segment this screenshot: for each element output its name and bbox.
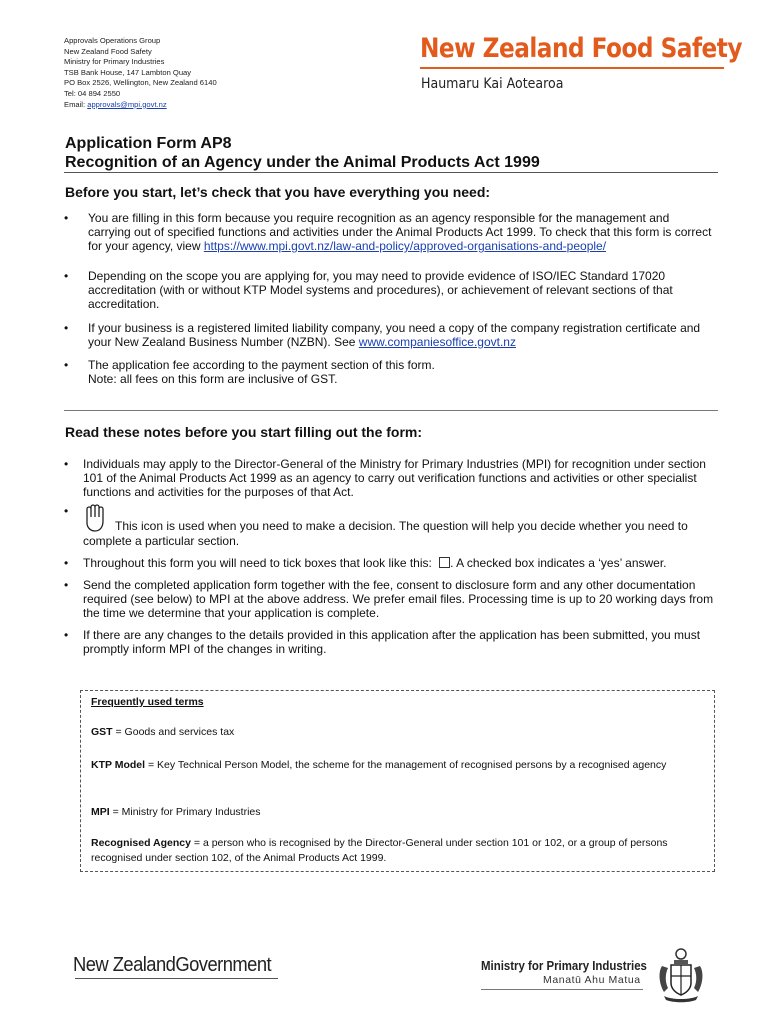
brand-subtitle: Haumaru Kai Aotearoa <box>421 76 564 92</box>
address-line: Tel: 04 894 2550 <box>64 88 121 98</box>
title-divider <box>64 172 718 173</box>
term-name: GST <box>91 726 113 738</box>
list-item-text: Send the completed application form together with the fee, consent to disclosure form and any other documentation required (see below) to MPI at the above address. We prefer email files. Processing time is up to 20 working days from the time we determine that your application is complete. <box>83 578 714 620</box>
term-name: KTP Model <box>91 759 146 771</box>
list-item <box>64 269 714 311</box>
approved-organisations-link[interactable]: https://www.mpi.govt.nz/law-and-policy/approved-organisations-and-people/ <box>203 239 607 253</box>
address-line: Approvals Operations Group <box>64 36 161 45</box>
checkbox-icon <box>439 557 450 568</box>
term-definition: = a person who is recognised by the Director-General under section 101 or 102, or a group of persons recognised under section 102, of the Animal Products Act 1999. <box>91 837 668 864</box>
checklist <box>64 211 714 386</box>
brand-title: New Zealand Food Safety <box>420 33 742 64</box>
form-title-line2: Recognition of an Agency under the Animal Products Act 1999 <box>65 154 540 171</box>
terms-heading: Frequently used terms <box>91 696 204 708</box>
list-item-text: • The application fee according to the payment section of this form. <box>88 358 435 372</box>
mpi-logo-subtitle: Manatū Ahu Matua <box>543 974 641 986</box>
list-item-text: If there are any changes to the details provided in this application after the application has been submitted, you must promptly inform MPI of the changes in writing. <box>83 628 701 656</box>
nz-coat-of-arms-icon <box>652 946 710 1004</box>
term-name: MPI <box>91 806 110 818</box>
term-item <box>91 725 701 740</box>
form-title <box>65 134 540 172</box>
list-item <box>64 578 718 620</box>
form-title-line1: Application Form AP8 <box>65 135 232 152</box>
email-link[interactable]: approvals@mpi.govt.nz <box>87 99 167 109</box>
section-heading-checklist: Before you start, let’s check that you have everything you need: <box>65 184 491 200</box>
list-item-text: If your business is a registered limited liability company, you need a copy of the company registration certificate and your New Zealand Business Number (NZBN). See <box>88 321 701 349</box>
list-item-text: . A checked box indicates a ‘yes’ answer. <box>450 556 667 570</box>
list-item-text: You are filling in this form because you require recognition as an agency responsible for the management and carrying out of specified functions and activities under the Animal Products Act 1999. To check that this form is correct for your agency, view <box>88 211 712 253</box>
list-item <box>64 504 718 548</box>
brand-divider <box>420 67 724 69</box>
list-item <box>64 358 714 386</box>
notes-list <box>64 457 718 656</box>
nz-government-logo-part2: Government <box>175 954 272 976</box>
term-definition: = Ministry for Primary Industries <box>109 806 261 818</box>
section-divider <box>64 410 718 411</box>
list-item <box>64 321 714 349</box>
list-item-note: Note: all fees on this form are inclusive of GST. <box>88 372 338 386</box>
mpi-logo-divider <box>481 989 643 990</box>
nz-government-underline <box>75 978 278 979</box>
frequently-used-terms-box <box>80 690 715 872</box>
mpi-logo-title: Ministry for Primary Industries <box>481 958 647 973</box>
address-line: Ministry for Primary Industries <box>64 57 165 67</box>
term-definition: = Goods and services tax <box>112 726 235 738</box>
term-name: Recognised Agency <box>91 837 191 849</box>
list-item-text: Throughout this form you will need to tick boxes that look like this: <box>83 556 436 570</box>
list-item-text: This icon is used when you need to make a decision. The question will help you decide whether you need to complete a particular section. <box>83 519 688 548</box>
term-item <box>91 836 701 866</box>
email-label: Email: <box>64 99 88 109</box>
nz-government-logo <box>73 954 271 977</box>
address-line: PO Box 2526, Wellington, New Zealand 6140 <box>64 78 217 88</box>
list-item <box>64 211 714 253</box>
term-definition: = Key Technical Person Model, the scheme for the management of recognised persons by a recognised agency <box>145 759 667 771</box>
list-item <box>64 457 718 499</box>
address-line: New Zealand Food Safety <box>64 46 152 56</box>
hand-icon <box>83 504 109 534</box>
term-item <box>91 758 701 773</box>
address-block <box>64 36 217 110</box>
list-item-text: Individuals may apply to the Director-General of the Ministry for Primary Industries (MPI) for recognition under section 101 of the Animal Products Act 1999 as an agency to carry out verification functions and activities or other specialist functions and activities for the purposes of that Act. <box>83 457 706 499</box>
section-heading-notes: Read these notes before you start filling out the form: <box>65 424 423 440</box>
list-item <box>64 628 718 656</box>
email-line <box>64 100 217 111</box>
nz-government-logo-part1: New Zealand <box>73 954 176 976</box>
companies-office-link[interactable]: www.companiesoffice.govt.nz <box>358 335 516 349</box>
list-item-text: Depending on the scope you are applying for, you may need to provide evidence of ISO/IEC Standard 17020 accreditation (with or without KTP Model systems and procedures), or achievement of relevant sections of that accreditation. <box>88 269 673 311</box>
term-item <box>91 805 701 820</box>
list-item <box>64 556 718 570</box>
address-line: TSB Bank House, 147 Lambton Quay <box>64 67 192 77</box>
